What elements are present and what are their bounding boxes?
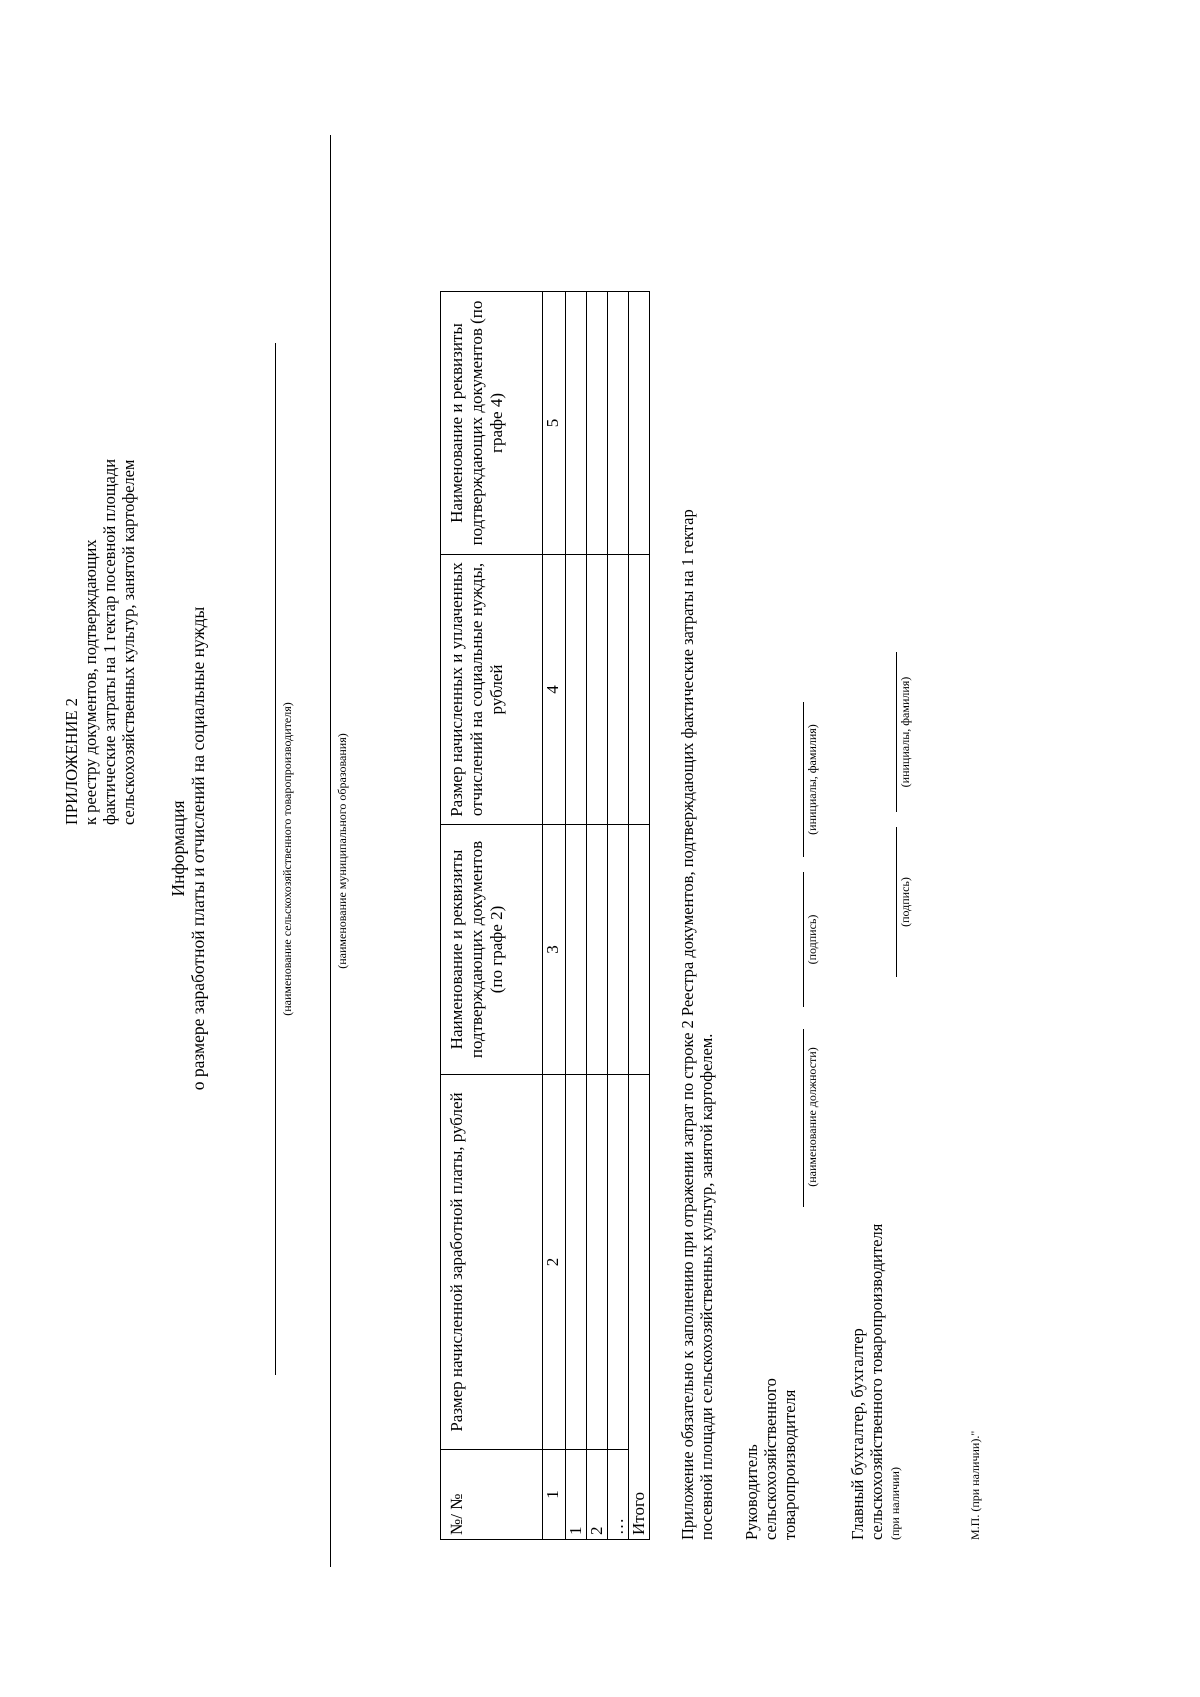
appendix-line-2: фактические затраты на 1 гектар посевной площади [100, 458, 119, 825]
municipality-name-caption: (наименование муниципального образования) [335, 733, 349, 969]
head-signature-line [803, 872, 804, 1007]
head-label-line-2: сельскохозяйственного [761, 1378, 780, 1540]
table-cell [566, 555, 587, 825]
accountant-signature-line [896, 827, 897, 977]
stamp-note: М.П. (при наличии)." [968, 1430, 982, 1540]
table-total-row [629, 292, 650, 1540]
head-signature-label [742, 1240, 799, 1540]
head-initials-caption: (инициалы, фамилия) [805, 724, 819, 835]
table-cell [629, 292, 650, 555]
accountant-label-line-1: Главный бухгалтер, бухгалтер [848, 1328, 867, 1540]
document-title: Информация [168, 800, 188, 897]
producer-name-line [275, 343, 276, 1375]
head-position-caption: (наименование должности) [805, 1047, 819, 1187]
appendix-title: ПРИЛОЖЕНИЕ 2 [62, 698, 81, 825]
table-row [608, 292, 629, 1540]
col-number-4: 4 [543, 555, 566, 825]
accountant-signature-label [848, 1040, 905, 1540]
table-column-numbers-row [543, 292, 566, 1540]
table-cell [566, 825, 587, 1075]
head-label-line-1: Руководитель [742, 1444, 761, 1540]
appendix-line-1: к реестру документов, подтверждающих [81, 539, 100, 825]
table-row [587, 292, 608, 1540]
accountant-initials-caption: (инициалы, фамилия) [898, 676, 912, 788]
table-cell [587, 825, 608, 1075]
table-cell [587, 555, 608, 825]
table-row [566, 292, 587, 1540]
total-label: Итого [629, 1075, 650, 1540]
table-header-row [441, 292, 543, 1540]
filling-note-line-1: Приложение обязательно к заполнению при отражении затрат по строке 2 Реестра документов, подтверждающих фактические затраты на 1 гектар [678, 509, 697, 1540]
table-cell [629, 825, 650, 1075]
row-label: … [608, 1450, 629, 1540]
accountant-if-any: (при наличии) [888, 1467, 902, 1540]
document-subtitle: о размере заработной платы и отчислений на социальные нужды [188, 606, 208, 1091]
col-number-3: 3 [543, 825, 566, 1075]
municipality-name-line [330, 135, 331, 1567]
head-signature-caption: (подпись) [805, 914, 819, 965]
document-heading [168, 0, 208, 1697]
appendix-line-3: сельскохозяйственных культур, занятой картофелем [119, 459, 138, 825]
table-cell [566, 292, 587, 555]
appendix-header [62, 125, 138, 825]
table-cell [587, 1075, 608, 1450]
col-salary-docs-header: Наименование и реквизиты подтверждающих документов (по графе 2) [441, 825, 543, 1075]
filling-note-line-2: посевной площади сельскохозяйственных культур, занятой картофелем. [697, 1033, 716, 1540]
table-cell [608, 555, 629, 825]
col-number-5: 5 [543, 292, 566, 555]
head-position-line [803, 1029, 804, 1207]
col-number-header: №/ № [441, 1450, 543, 1540]
col-social-docs-header: Наименование и реквизиты подтверждающих документов (по графе 4) [441, 292, 543, 555]
table-cell [587, 292, 608, 555]
accountant-label-line-2: сельскохозяйственного товаропроизводителя [867, 1223, 886, 1540]
accountant-initials-line [896, 652, 897, 812]
head-label-line-3: товаропроизводителя [780, 1389, 799, 1540]
salary-table [440, 291, 650, 1540]
col-number-1: 1 [543, 1450, 566, 1540]
table-cell [629, 555, 650, 825]
row-label: 1 [566, 1450, 587, 1540]
table-cell [566, 1075, 587, 1450]
filling-note [678, 140, 716, 1540]
col-number-2: 2 [543, 1075, 566, 1450]
table-cell [608, 1075, 629, 1450]
table-cell [608, 292, 629, 555]
table-cell [608, 825, 629, 1075]
col-salary-header: Размер начисленной заработной платы, рублей [441, 1075, 543, 1450]
col-social-header: Размер начисленных и уплаченных отчислений на социальные нужды, рублей [441, 555, 543, 825]
row-label: 2 [587, 1450, 608, 1540]
head-initials-line [803, 702, 804, 857]
producer-name-caption: (наименование сельскохозяйственного товаропроизводителя) [280, 702, 294, 1016]
accountant-signature-caption: (подпись) [898, 877, 912, 927]
